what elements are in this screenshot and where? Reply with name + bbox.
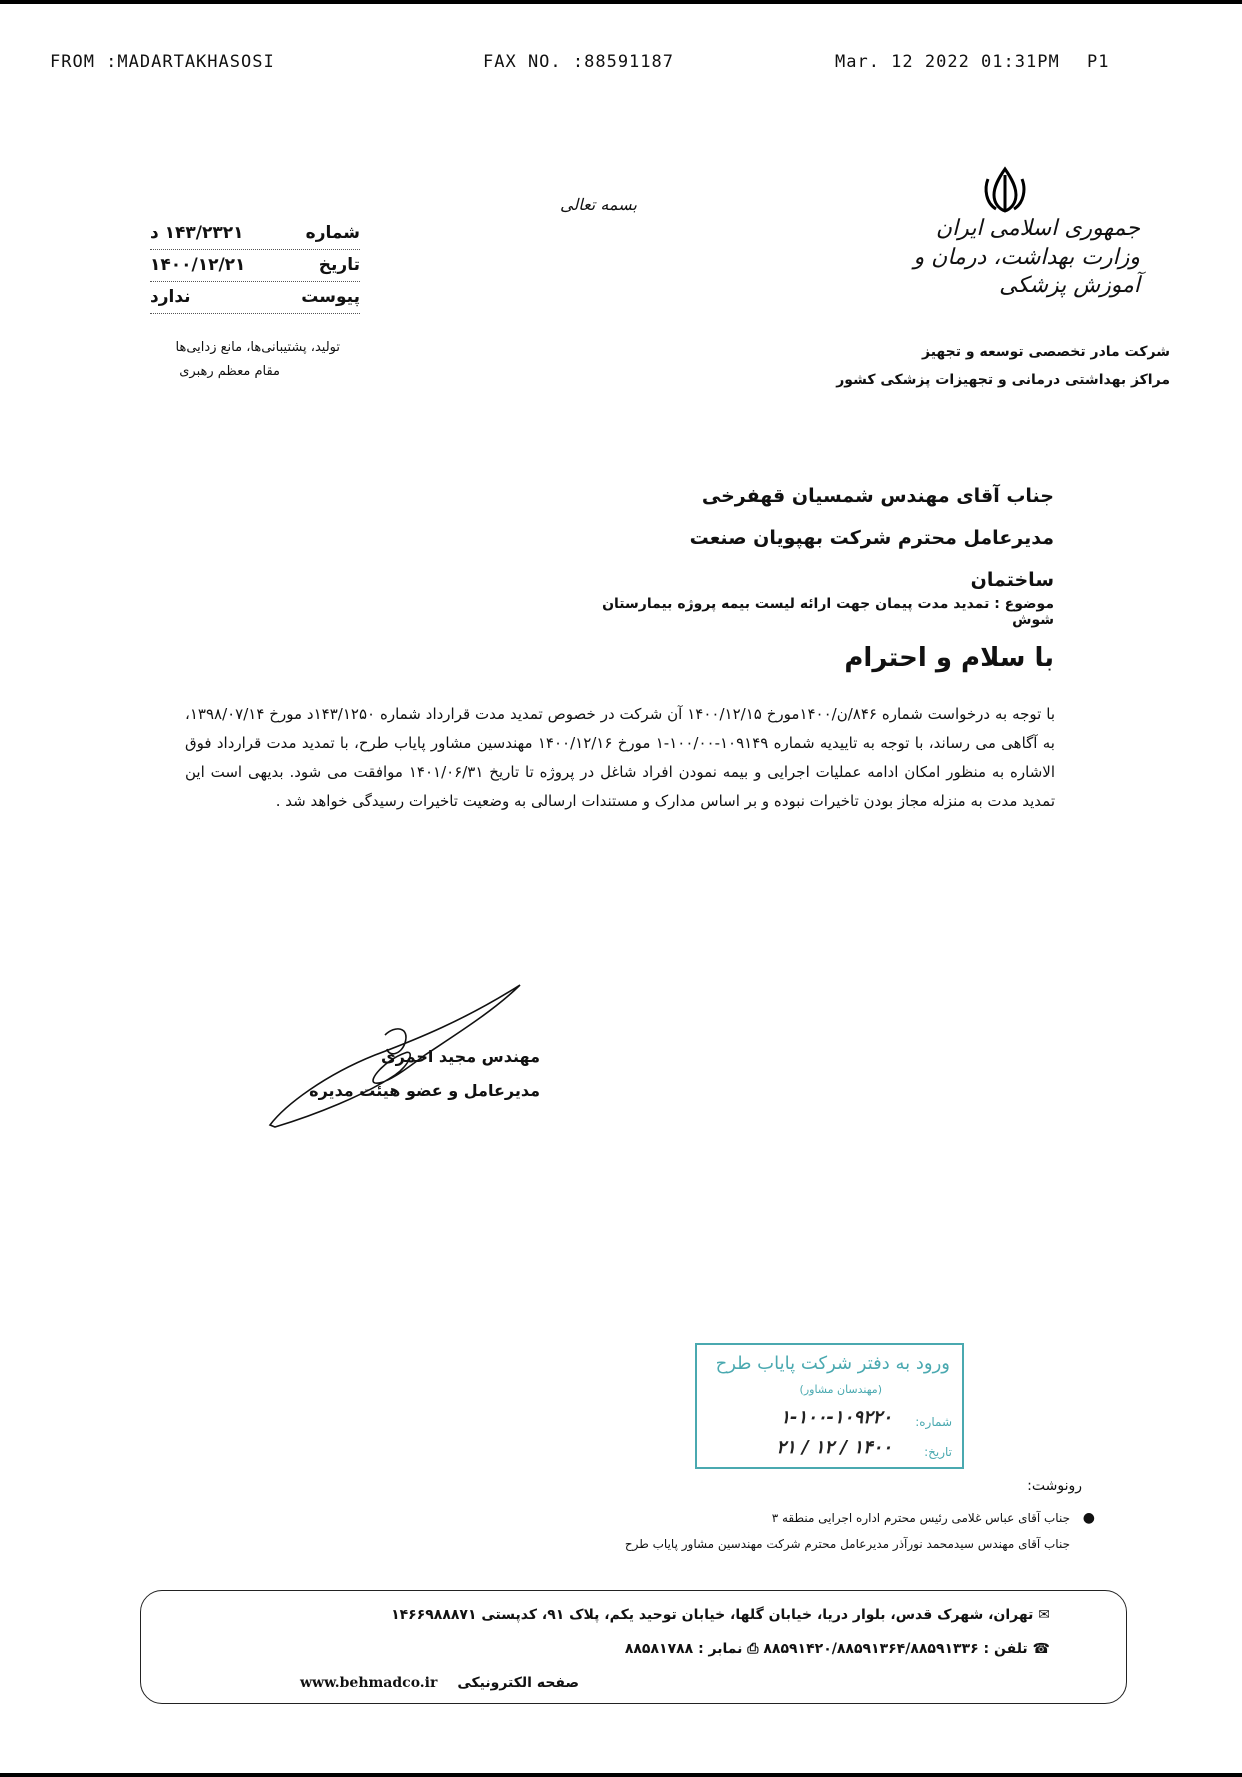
footer-phone-line xyxy=(300,1632,1050,1666)
stamp-title: ورود به دفتر شرکت پایاب طرح xyxy=(715,1353,950,1374)
greeting: با سلام و احترام xyxy=(844,643,1054,673)
meta-number-value: ۱۴۳/۲۳۲۱ د xyxy=(150,223,244,243)
stamp-date-value: ۱۴۰۰ / ۱۲ / ۲۱ xyxy=(776,1437,892,1458)
ministry-heading xyxy=(900,215,1140,301)
meta-number-row xyxy=(150,218,360,250)
cc-item xyxy=(520,1505,1095,1531)
signatory-title: مدیرعامل و عضو هیئت مدیره xyxy=(309,1081,540,1100)
iran-emblem-icon xyxy=(980,165,1030,215)
salutation: بسمه تعالی xyxy=(560,195,637,214)
fax-number: FAX NO. :88591187 xyxy=(483,52,674,72)
meta-attachment-value: ندارد xyxy=(150,287,191,307)
cc-item-text: جناب آقای عباس غلامی رئیس محترم اداره اجرایی منطقه ۳ xyxy=(771,1511,1070,1525)
meta-attachment-row xyxy=(150,282,360,314)
motto xyxy=(130,336,340,384)
footer-contact xyxy=(300,1598,1050,1700)
footer-address-line xyxy=(300,1598,1050,1632)
scan-edge-bottom xyxy=(0,1773,1242,1777)
footer-web-line xyxy=(300,1666,1050,1700)
footer-web-link[interactable]: www.behmadco.ir xyxy=(300,1675,438,1691)
stamp-subtitle: (مهندسان مشاور) xyxy=(799,1383,882,1396)
addressee-line-2: مدیرعامل محترم شرکت بهپویان صنعت ساختمان xyxy=(689,527,1054,591)
stamp-number-value: ۱-۱۰۰-۱۰۹۲۲۰ xyxy=(780,1407,892,1428)
scan-edge-top xyxy=(0,0,1242,4)
cc-item-text: جناب آقای مهندس سیدمحمد نورآذر مدیرعامل محترم شرکت مهندسین مشاور پایاب طرح xyxy=(624,1537,1070,1551)
addressee xyxy=(600,475,1054,601)
motto-line-1: تولید، پشتیبانی‌ها، مانع زدایی‌ها xyxy=(175,340,340,355)
stamp-date-label: تاریخ: xyxy=(924,1445,952,1459)
footer-fax-label: نمابر : xyxy=(698,1641,743,1657)
footer-fax-value: ۸۸۵۸۱۷۸۸ xyxy=(624,1641,694,1657)
footer-phones: تلفن : ۸۸۵۹۱۴۲۰/۸۸۵۹۱۳۶۴/۸۸۵۹۱۳۳۶ xyxy=(763,1641,1028,1657)
signature-block xyxy=(270,1040,540,1108)
footer-web-label: صفحه الکترونیکی xyxy=(457,1675,580,1691)
meta-attachment-label: پیوست xyxy=(301,287,360,307)
phone-icon: ☎ xyxy=(1027,1641,1050,1657)
stamp-number-label: شماره: xyxy=(915,1415,952,1429)
fax-date-time: Mar. 12 2022 01:31PM xyxy=(835,52,1060,72)
motto-line-2: مقام معظم رهبری xyxy=(179,364,280,379)
addressee-line-1: جناب آقای مهندس شمسیان قهفرخی xyxy=(701,485,1054,507)
envelope-icon: ✉ xyxy=(1033,1607,1050,1623)
ministry-line-2: وزارت بهداشت، درمان و آموزش پزشکی xyxy=(913,244,1140,299)
cc-title: رونوشت: xyxy=(1027,1478,1082,1494)
letter-meta xyxy=(150,218,360,314)
letter-body: با توجه به درخواست شماره ۸۴۶/ن/۱۴۰۰مورخ ۱۴۰۰/۱۲/۱۵ آن شرکت در خصوص تمدید مدت قرارداد شماره ۱۴۳/۱۲۵۰د مورخ ۱۳۹۸/۰۷/۱۴، به آگاهی می رساند، با توجه به تاییدیه شماره ۱۰۹۱۴۹-۱۰۰/۰۰-۱ مورخ ۱۴۰۰/۱۲/۱۶ مهندسین مشاور پایاب طرح، با تمدید مدت قرارداد فوق الاشاره به منظور امکان ادامه عملیات اجرایی و بیمه نمودن افراد شاغل در پروژه تا تاریخ ۱۴۰۱/۰۶/۳۱ موافقت می شود. بدیهی است این تمدید مدت به منزله مجاز بودن تاخیرات نبوده و بر اساس مدارک و مستندات ارسالی به وضعیت تاخیرات رسیدگی خواهد شد . xyxy=(185,705,1055,810)
footer-address: تهران، شهرک قدس، بلوار دریا، خیابان گلها، خیابان توحید یکم، پلاک ۹۱، کدپستی ۱۴۶۶۹۸۸۸۷۱ xyxy=(391,1607,1034,1623)
org-line-2: مراکز بهداشتی درمانی و تجهیزات پزشکی کشور xyxy=(836,372,1170,388)
fax-page: P1 xyxy=(1087,52,1110,72)
fax-from: FROM :MADARTAKHASOSI xyxy=(50,52,275,72)
meta-date-row xyxy=(150,250,360,282)
ministry-line-1: جمهوری اسلامی ایران xyxy=(935,216,1140,241)
received-stamp xyxy=(695,1343,964,1469)
fax-icon: ⎙ xyxy=(742,1641,759,1657)
meta-number-label: شماره xyxy=(305,223,360,243)
cc-item xyxy=(520,1531,1070,1557)
org-line-1: شرکت مادر تخصصی توسعه و تجهیز xyxy=(922,344,1170,360)
signatory-name: مهندس مجید احمری xyxy=(380,1047,540,1066)
organization-name xyxy=(800,338,1170,394)
meta-date-value: ۱۴۰۰/۱۲/۲۱ xyxy=(150,255,246,275)
meta-date-label: تاریخ xyxy=(318,255,360,275)
subject-line: موضوع : تمدید مدت پیمان جهت ارائه لیست بیمه پروژه بیمارستان شوش xyxy=(602,596,1054,628)
bullet-icon: ● xyxy=(1082,1510,1095,1526)
cc-list xyxy=(520,1505,1095,1557)
